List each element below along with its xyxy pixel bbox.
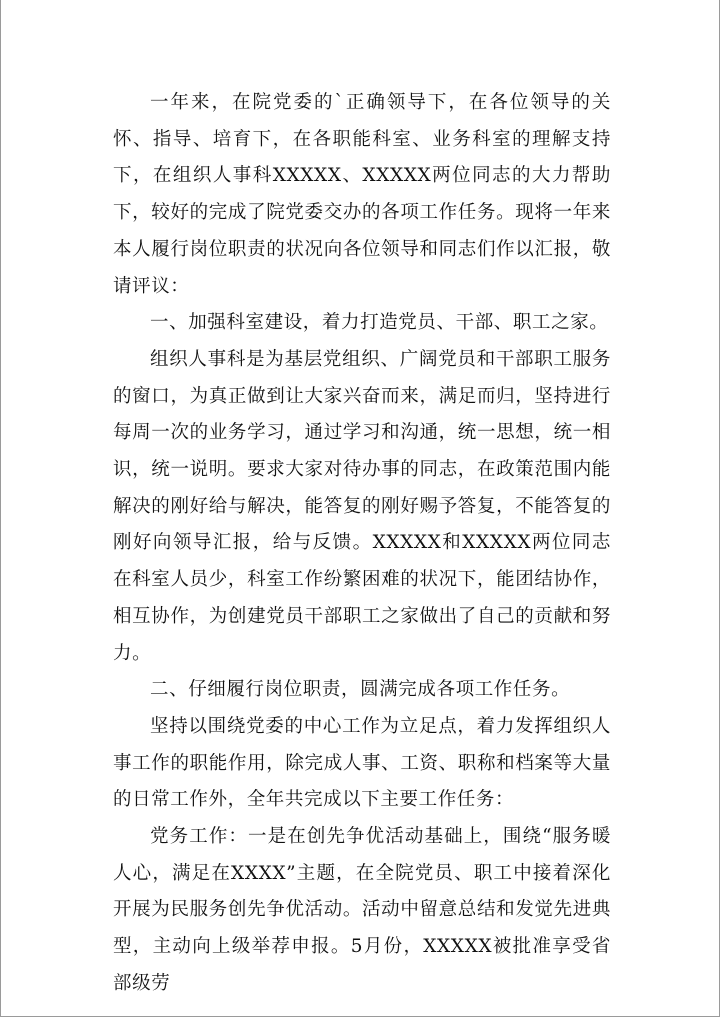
paragraph-intro: 一年来，在院党委的`正确领导下，在各位领导的关怀、指导、培育下，在各职能科室、业务科室的理解支持下，在组织人事科XXXXX、XXXXX两位同志的大力帮助下，较好的完成了院党委交办的各项工作任务。现将一年来本人履行岗位职责的状况向各位领导和同志们作以汇报，敬请评议： [113,92,611,297]
section-heading-1: 一、加强科室建设，着力打造党员、干部、职工之家。 [150,312,609,334]
paragraph-section-1: 组织人事科是为基层党组织、广阔党员和干部职工服务的窗口，为真正做到让大家兴奋而来，满足而归，坚持进行每周一次的业务学习，通过学习和沟通，统一思想，统一相识，统一说明。要求大家对待办事的同志，在政策范围内能解决的刚好给与解决，能答复的刚好赐予答复，不能答复的刚好向领导汇报，给与反馈。XXXXX和XXXXX两位同志在科室人员少，科室工作纷繁困难的状况下，能团结协作，相互协作，为创建党员干部职工之家做出了自己的贡献和努力。 [113,348,611,664]
paragraph-section-2: 坚持以围绕党委的中心工作为立足点，着力发挥组织人事工作的职能作用，除完成人事、工资、职称和档案等大量的日常工作外，全年共完成以下主要工作任务： [113,715,611,811]
document-body [113,85,611,1003]
section-heading-2: 二、仔细履行岗位职责，圆满完成各项工作任务。 [150,679,571,701]
paragraph-party-work: 党务工作：一是在创先争优活动基础上，围绕“服务暖人心，满足在XXXX”主题，在全院党员、职工中接着深化开展为民服务创先争优活动。活动中留意总结和发觉先进典型，主动向上级举荐申报。5月份，XXXXX被批准享受省部级劳 [113,826,611,994]
